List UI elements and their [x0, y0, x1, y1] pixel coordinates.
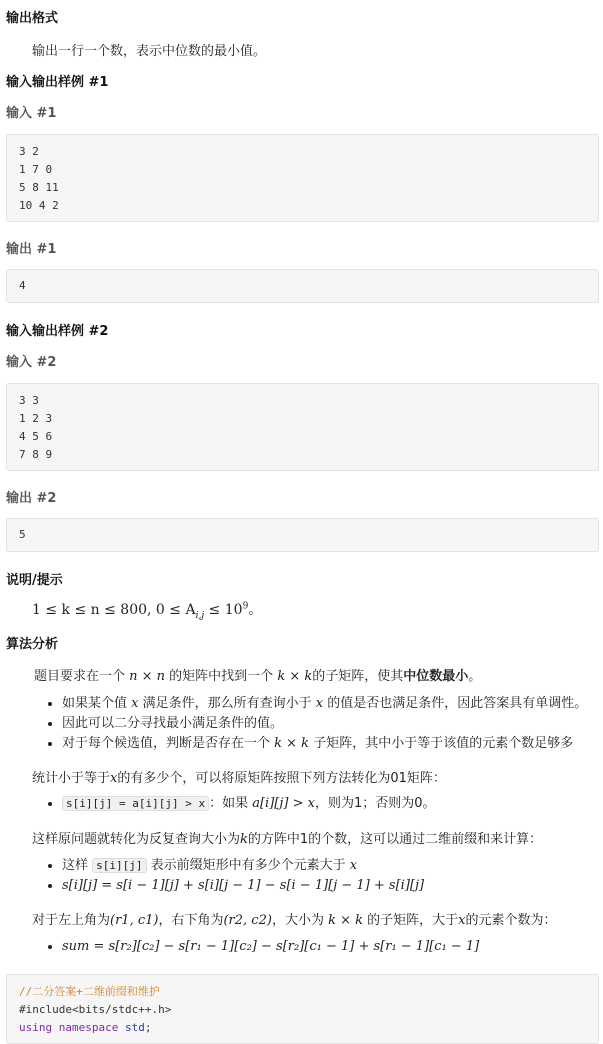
inline-code: s[i][j] = a[i][j] > x — [62, 796, 209, 811]
list-item: • 因此可以二分寻找最小满足条件的值。 — [62, 714, 587, 734]
solution-code-block[interactable] — [6, 974, 599, 1044]
sample2-input-label: 输入 #2 — [6, 355, 57, 370]
corner-paragraph: 对于左上角为(r1, c1)，右下角为(r2, c2)，大小为 k × k 的子矩阵，大于x的元素个数为： — [32, 913, 557, 928]
list-item: • 如果某个值 x 满足条件，那么所有查询小于 x 的值是否也满足条件，因此答案具有单调性。 — [62, 694, 587, 714]
code-line: 1 2 3 — [19, 412, 53, 425]
list-item: • s[i][j] = s[i − 1][j] + s[i][j − 1] − s[i − 1][j − 1] + s[i][j] — [62, 876, 424, 896]
analysis-bullets-1 — [22, 694, 587, 754]
code-line: 3 3 — [19, 394, 39, 407]
sample1-input-label: 输入 #1 — [6, 106, 57, 121]
code-line: 1 7 0 — [19, 163, 53, 176]
hint-formula: 1 ≤ k ≤ n ≤ 800, $0 \le A_{i,j} \le 10^9$。 — [32, 601, 263, 621]
sample1-input-block[interactable] — [6, 134, 599, 222]
list-item: • sum = s[r₂][c₂] − s[r₁ − 1][c₂] − s[r₂][c₁ − 1] + s[r₁ − 1][c₁ − 1] — [62, 937, 479, 957]
sample1-output-block[interactable] — [6, 269, 599, 303]
code-line: 4 — [19, 279, 26, 292]
sample2-output-label: 输出 #2 — [6, 491, 57, 506]
code-include: #include<bits/stdc++.h> — [19, 1003, 172, 1016]
code-line: 5 8 11 — [19, 181, 59, 194]
count-paragraph: 统计小于等于x的有多少个，可以将原矩阵按照下列方法转化为01矩阵： — [32, 771, 446, 786]
sample1-heading: 输入输出样例 #1 — [6, 75, 109, 90]
code-comment: //二分答案+二维前缀和维护 — [19, 985, 160, 998]
hint-heading: 说明/提示 — [6, 573, 63, 588]
analysis-bullets-3 — [22, 856, 424, 896]
code-line: 3 2 — [19, 145, 39, 158]
code-line: 4 5 6 — [19, 430, 53, 443]
list-item: • 对于每个候选值，判断是否存在一个 k × k 子矩阵，其中小于等于该值的元素个数足够多 — [62, 734, 587, 754]
analysis-heading: 算法分析 — [6, 637, 59, 652]
output-format-text: 输出一行一个数，表示中位数的最小值。 — [32, 44, 267, 59]
code-line: 10 4 2 — [19, 199, 59, 212]
output-format-heading: 输出格式 — [6, 11, 59, 26]
code-line: 5 — [19, 528, 26, 541]
inline-code: s[i][j] — [92, 858, 146, 873]
analysis-intro: 题目要求在一个 n × n 的矩阵中找到一个 k × k的子矩阵，使其中位数最小。 — [34, 669, 482, 684]
sample2-heading: 输入输出样例 #2 — [6, 324, 109, 339]
sample2-output-block[interactable] — [6, 518, 599, 552]
code-using: using namespace std; — [19, 1021, 152, 1034]
analysis-bullets-4 — [22, 937, 479, 957]
code-line: 7 8 9 — [19, 448, 53, 461]
sample1-output-label: 输出 #1 — [6, 242, 57, 257]
analysis-bullets-2 — [22, 794, 435, 814]
sample2-input-block[interactable] — [6, 383, 599, 471]
list-item: • 这样 s[i][j] 表示前缀矩形中有多少个元素大于 x — [62, 856, 424, 876]
list-item: • s[i][j] = a[i][j] > x ：如果 a[i][j] > x，则为1；否则为0。 — [62, 794, 435, 814]
convert-paragraph: 这样原问题就转化为反复查询大小为k的方阵中1的个数，这可以通过二维前缀和来计算： — [32, 832, 543, 847]
